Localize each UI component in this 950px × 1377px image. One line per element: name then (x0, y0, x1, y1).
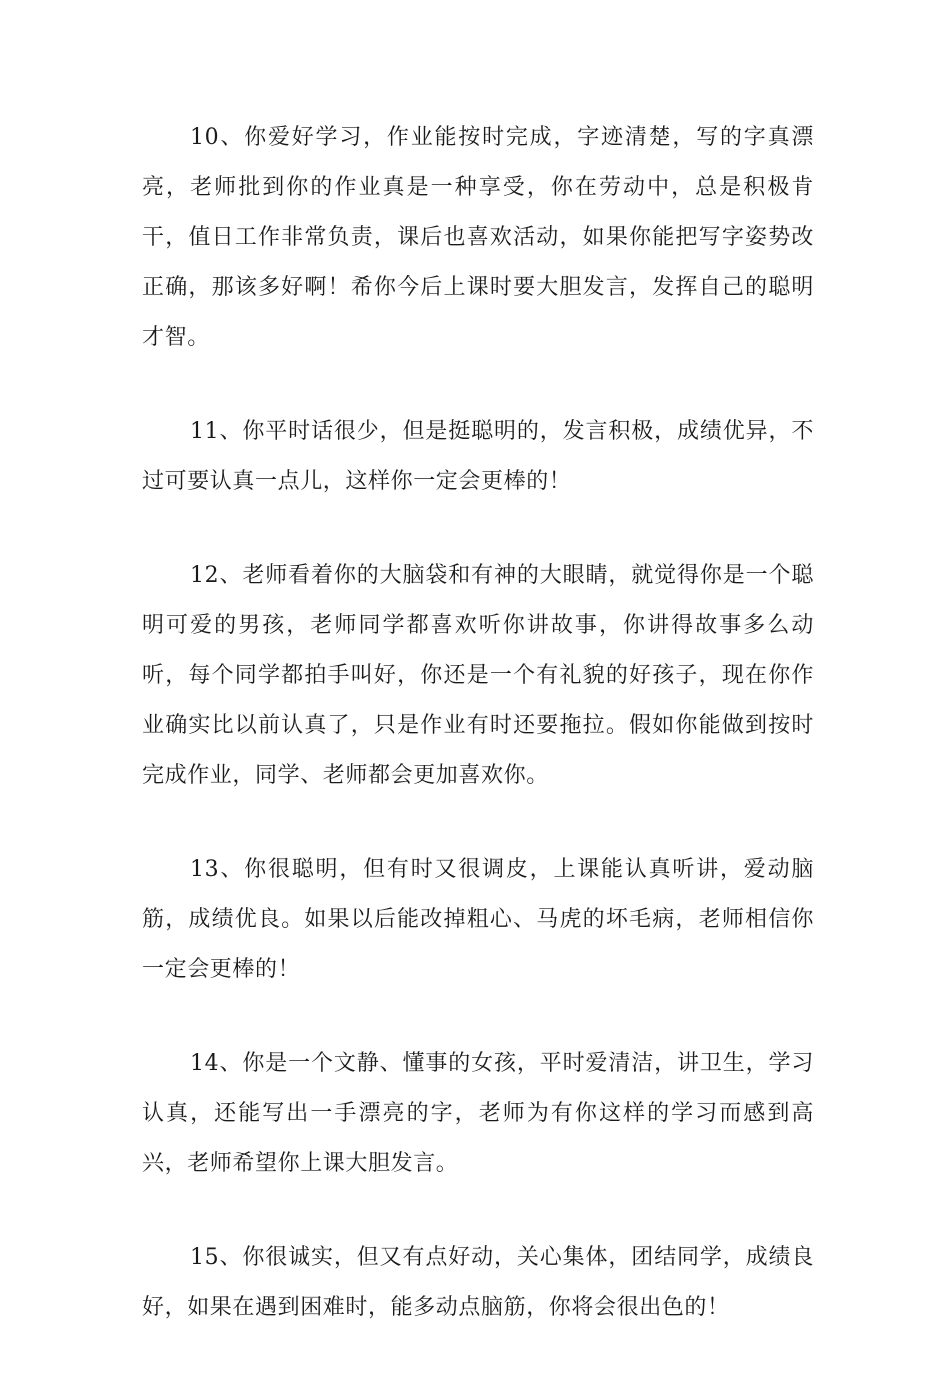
paragraph-comment-13: 13、你很聪明，但有时又很调皮，上课能认真听讲，爱动脑筋，成绩优良。如果以后能改掉粗心、马虎的坏毛病，老师相信你一定会更棒的！ (142, 857, 814, 982)
paragraph-comment-10: 10、你爱好学习，作业能按时完成，字迹清楚，写的字真漂亮，老师批到你的作业真是一种享受，你在劳动中，总是积极肯干，值日工作非常负责，课后也喜欢活动，如果你能把写字姿势改正确，那该多好啊！希你今后上课时要大胆发言，发挥自己的聪明才智。 (142, 125, 814, 350)
paragraph-comment-15: 15、你很诚实，但又有点好动，关心集体，团结同学，成绩良好，如果在遇到困难时，能多动点脑筋，你将会很出色的！ (142, 1245, 814, 1320)
paragraph-comment-12: 12、老师看着你的大脑袋和有神的大眼睛，就觉得你是一个聪明可爱的男孩，老师同学都喜欢听你讲故事，你讲得故事多么动听，每个同学都拍手叫好，你还是一个有礼貌的好孩子，现在你作业确实比以前认真了，只是作业有时还要拖拉。假如你能做到按时完成作业，同学、老师都会更加喜欢你。 (142, 563, 814, 788)
paragraph-comment-11: 11、你平时话很少，但是挺聪明的，发言积极，成绩优异，不过可要认真一点儿，这样你一定会更棒的！ (142, 419, 814, 494)
paragraph-comment-14: 14、你是一个文静、懂事的女孩，平时爱清洁，讲卫生，学习认真，还能写出一手漂亮的字，老师为有你这样的学习而感到高兴，老师希望你上课大胆发言。 (142, 1051, 814, 1176)
document-body (142, 113, 814, 1377)
